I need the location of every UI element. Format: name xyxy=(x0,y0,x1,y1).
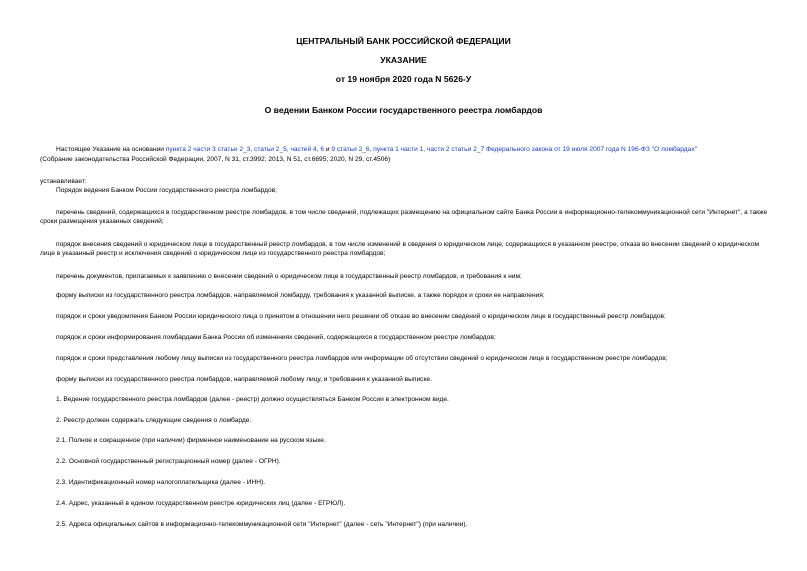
preamble-line-1 xyxy=(40,145,775,154)
section-paragraph: 2.2. Основной государственный регистрационный номер (далее - ОГРН). xyxy=(56,458,281,465)
section-paragraph: 2.1. Полное и сокращенное (при наличии) фирменное наименование на русском языке. xyxy=(56,437,326,444)
list-item: Порядок ведения Банком России государственного реестра ломбардов; xyxy=(56,187,277,194)
list-item: порядок и сроки уведомления Банком России юридического лица о принятом в отношении него решении об отказе во внесении сведений о юридическом лице в государственный реестр ломбардов; xyxy=(56,313,666,320)
preamble-lead: Настоящее Указание на основании xyxy=(56,146,166,153)
preamble-line-2: (Собрание законодательства Российской Федерации, 2007, N 31, ст.3992; 2013, N 51, ст.6695; 2020, N 29, ст.4506) xyxy=(40,156,391,163)
section-paragraph: 2.4. Адрес, указанный в едином государственном реестре юридических лиц (далее - ЕГРЮЛ). xyxy=(56,500,346,507)
section-paragraph: 2. Реестр должен содержать следующие сведения о ломбарде. xyxy=(56,417,252,424)
document-date: от 19 ноября 2020 года N 5626-У xyxy=(335,74,472,84)
list-item: порядок и сроки информирования ломбардами Банка России об изменениях сведений, содержащихся в государственном реестре ломбардов; xyxy=(56,334,496,341)
document-title: О ведении Банком России государственного реестра ломбардов xyxy=(264,105,543,115)
list-item: перечень документов, прилагаемых к заявлению о внесении сведений о юридическом лице в государственный реестр ломбардов, и требования к ним; xyxy=(56,273,522,280)
document-type: УКАЗАНИЕ xyxy=(380,55,427,65)
list-item: форму выписки из государственного реестра ломбардов, направляемой любому лицу, и требования к указанной выписке. xyxy=(56,376,432,383)
organization-name: ЦЕНТРАЛЬНЫЙ БАНК РОССИЙСКОЙ ФЕДЕРАЦИИ xyxy=(296,36,511,46)
list-item: форму выписки из государственного реестра ломбардов, направляемой ломбарду, требования к указанной выписке, а также порядок и сроки ее направления; xyxy=(56,292,545,299)
establishes-label: устанавливает: xyxy=(40,178,87,185)
section-paragraph: 2.5. Адреса официальных сайтов в информационно-телекоммуникационной сети "Интернет" (далее - сеть "Интернет") (при наличии). xyxy=(56,521,468,528)
section-paragraph: 2.3. Идентификационный номер налогоплательщика (далее - ИНН). xyxy=(56,479,266,486)
preamble-conjunction: и xyxy=(324,146,332,153)
law-reference-link-1[interactable]: пункта 2 части 3 статьи 2_3, статьи 2_5, частей 4, 6 xyxy=(165,146,324,153)
law-reference-link-2[interactable]: 9 статьи 2_6, пункта 1 части 1, части 2 статьи 2_7 Федерального закона от 19 июля 2007 года N 196-ФЗ "О ломбардах" xyxy=(331,146,697,153)
list-item: перечень сведений, содержащихся в государственном реестре ломбардов, в том числе сведений, подлежащих размещению на официальном сайте Банка России в информационно-телекоммуникационной сети "Интернет", а также сроки размещения указанных сведений; xyxy=(40,209,768,226)
section-paragraph: 1. Ведение государственного реестра ломбардов (далее - реестр) должно осуществляться Банком России в электронном виде. xyxy=(56,396,449,403)
list-item: порядок и сроки представления любому лицу выписки из государственного реестра ломбардов или информации об отсутствии сведений о юридическом лице в государственном реестре ломбардов; xyxy=(56,355,668,362)
list-item: порядок внесения сведений о юридическом лице в государственный реестр ломбардов, в том числе изменений в сведения о юридическом лице, содержащихся в указанном реестре, отказа во внесении сведений о юридическом лице в указанный реестр и исключения сведений о юридическом лице из государственного реестра ломбардов; xyxy=(40,241,760,258)
